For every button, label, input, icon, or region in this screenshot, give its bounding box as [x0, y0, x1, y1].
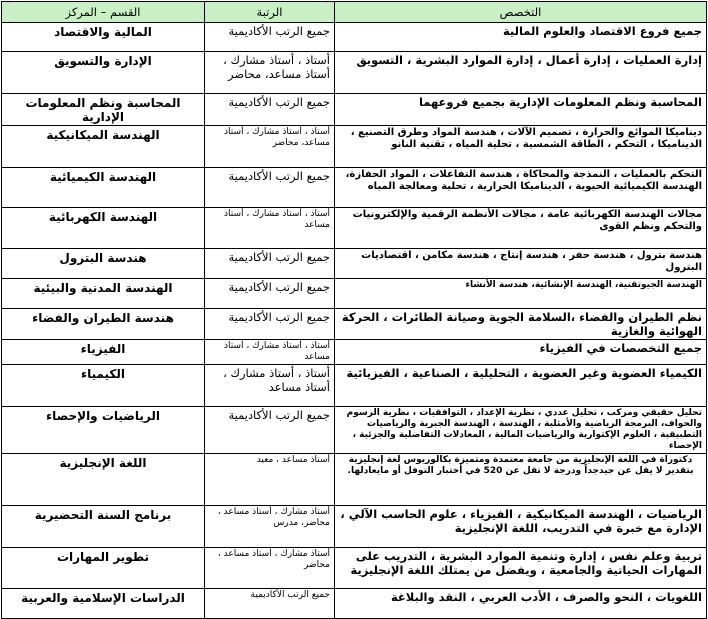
- department-cell: الرياضيات والإحصاء: [2, 407, 205, 454]
- rank-cell: جميع الرتب الأكاديمية: [205, 249, 335, 279]
- specialty-cell: الكيمياء العضوية وغير العضوية ، التحليلية ، الصناعية ، الفيزيائية: [335, 365, 707, 407]
- specialty-cell: الرياضيات ، الهندسة الميكانيكية ، الفيزياء ، علوم الحاسب الآلي ، الإدارة مع خبرة في التدريب، اللغة الإنجليزية: [335, 506, 707, 548]
- department-cell: الهندسة المدنية والبيئية: [2, 279, 205, 309]
- specialty-cell: دكتوراة في اللغة الإنجليزية من جامعة معتمدة ومتميزة بكالوريوس لغة إنجليزية بتقدير لا يقل عن جيدجداً ودرجة لا تقل عن 520 في أختبار التوفل أو مايعادلها.: [335, 454, 707, 506]
- department-cell: هندسة البترول: [2, 249, 205, 279]
- rank-cell: أستاذ ، أستاذ مشارك ، أستاذ مساعد: [205, 208, 335, 249]
- specialty-cell: اللغويات ، النحو والصرف ، الأدب العربي ، النقد والبلاغة: [335, 589, 707, 619]
- table-row: [2, 279, 707, 309]
- header-specialty: التخصص: [335, 2, 707, 23]
- rank-cell: جميع الرتب الأكاديمية: [205, 94, 335, 126]
- table-row: [2, 23, 707, 52]
- rank-cell: جميع الرتب الأكاديمية: [205, 589, 335, 619]
- department-cell: الهندسة الكهربائية: [2, 208, 205, 249]
- rank-cell: جميع الرتب الأكاديمية: [205, 168, 335, 208]
- department-cell: المحاسبة ونظم المعلومات الإدارية: [2, 94, 205, 126]
- department-cell: اللغة الإنجليزية: [2, 454, 205, 506]
- table-row: [2, 94, 707, 126]
- specialty-cell: جميع التخصصات في الفيزياء: [335, 340, 707, 365]
- table-row: [2, 249, 707, 279]
- rank-cell: جميع الرتب الأكاديمية: [205, 23, 335, 52]
- rank-cell: جميع الرتب الأكاديمية: [205, 407, 335, 454]
- header-rank: الرتبة: [205, 2, 335, 23]
- table-row: [2, 454, 707, 506]
- department-cell: هندسة الطيران والفضاء: [2, 309, 205, 340]
- rank-cell: أستاذ ، أستاذ مشارك ، أستاذ مساعد، محاضر: [205, 52, 335, 94]
- table-row: [2, 208, 707, 249]
- table-row: [2, 309, 707, 340]
- specialty-cell: المحاسبة ونظم المعلومات الإدارية بجميع فروعهما: [335, 94, 707, 126]
- specialty-cell: جميع فروع الاقتصاد والعلوم المالية: [335, 23, 707, 52]
- rank-cell: جميع الرتب الأكاديمية: [205, 309, 335, 340]
- specialty-cell: نظم الطيران والفضاء ،السلامة الجوية وصيانة الطائرات ، الحركة الهوائية والغازية: [335, 309, 707, 340]
- table-row: [2, 126, 707, 168]
- table-row: [2, 548, 707, 589]
- specialty-cell: تحليل حقيقي ومركب ، تحليل عددي ، نظرية الإعداد ، التوافقيات ، نظرية الرسوم والحواف، البرمجة الرياضية والأمثلية ، الهندسة ، الهندسة الجبرية والرياضيات التطبيقية ، العلوم الإكتوارية والرياضيات المالية ، المعادلات التفاضلية والجزئية ، الإحصاء: [335, 407, 707, 454]
- specialty-cell: إدارة العمليات ، إدارة أعمال ، إدارة الموارد البشرية ، التسويق: [335, 52, 707, 94]
- department-cell: الهندسة الكيميائية: [2, 168, 205, 208]
- specialty-cell: الهندسة الجيوتقنية، الهندسة الإنشائية، هندسة الأنشاء: [335, 279, 707, 309]
- table-row: [2, 168, 707, 208]
- rank-cell: أستاذ ، أستاذ مشارك ، أستاذ مساعد، محاضر: [205, 126, 335, 168]
- department-cell: الهندسة الميكانيكية: [2, 126, 205, 168]
- department-cell: الإدارة والتسويق: [2, 52, 205, 94]
- rank-cell: جميع الرتب الأكاديمية: [205, 279, 335, 309]
- department-cell: تطوير المهارات: [2, 548, 205, 589]
- department-cell: برنامج السنة التحضيرية: [2, 506, 205, 548]
- rank-cell: أستاذ ، أستاذ مشارك ، أستاذ مساعد: [205, 365, 335, 407]
- rank-cell: أستاذ ، أستاذ مشارك ، أستاذ مساعد: [205, 340, 335, 365]
- table-row: [2, 340, 707, 365]
- table-row: [2, 506, 707, 548]
- specialty-cell: ديناميكا الموائع والحرارة ، تصميم الآلات ، هندسة المواد وطرق التصنيع ، الديناميكا ، التحكم ، الطاقة الشمسية ، تحلية المياه ، تقنية النانو: [335, 126, 707, 168]
- department-cell: الكيمياء: [2, 365, 205, 407]
- specialty-cell: هندسة بترول ، هندسة حفر ، هندسة إنتاج ، هندسة مكامن ، اقتصاديات البترول: [335, 249, 707, 279]
- specialty-cell: تربية وعلم نفس ، إدارة وتنمية الموارد البشرية ، التدريب على المهارات الحياتية والجامعية ، ويفضل من يمتلك اللغة الإنجليزية: [335, 548, 707, 589]
- table-row: [2, 52, 707, 94]
- specialty-cell: مجالات الهندسة الكهربائية عامة ، مجالات الأنظمة الرقمية والإلكترونيات والتحكم ونظم القوى: [335, 208, 707, 249]
- specialty-cell: التحكم بالعمليات ، النمذجة والمحاكاة ، هندسة التفاعلات ، المواد الحفازة، الهندسة الكيميائية الحيوية ، الديناميكا الحرارية ، تحلية ومعالجة المياه: [335, 168, 707, 208]
- rank-cell: أستاذ مساعد ، معيد: [205, 454, 335, 506]
- table-row: [2, 407, 707, 454]
- rank-cell: أستاذ مشارك ، أستاذ مساعد ، محاضر، مدرس: [205, 506, 335, 548]
- table-row: [2, 365, 707, 407]
- department-cell: الفيزياء: [2, 340, 205, 365]
- department-cell: الدراسات الإسلامية والعربية: [2, 589, 205, 619]
- header-department: القسم – المركز: [2, 2, 205, 23]
- table-row: [2, 589, 707, 619]
- rank-cell: أستاذ مشارك ، أستاذ مساعد ، محاضر: [205, 548, 335, 589]
- department-cell: المالية والاقتصاد: [2, 23, 205, 52]
- header-row: [2, 2, 707, 23]
- jobs-table: [1, 1, 707, 619]
